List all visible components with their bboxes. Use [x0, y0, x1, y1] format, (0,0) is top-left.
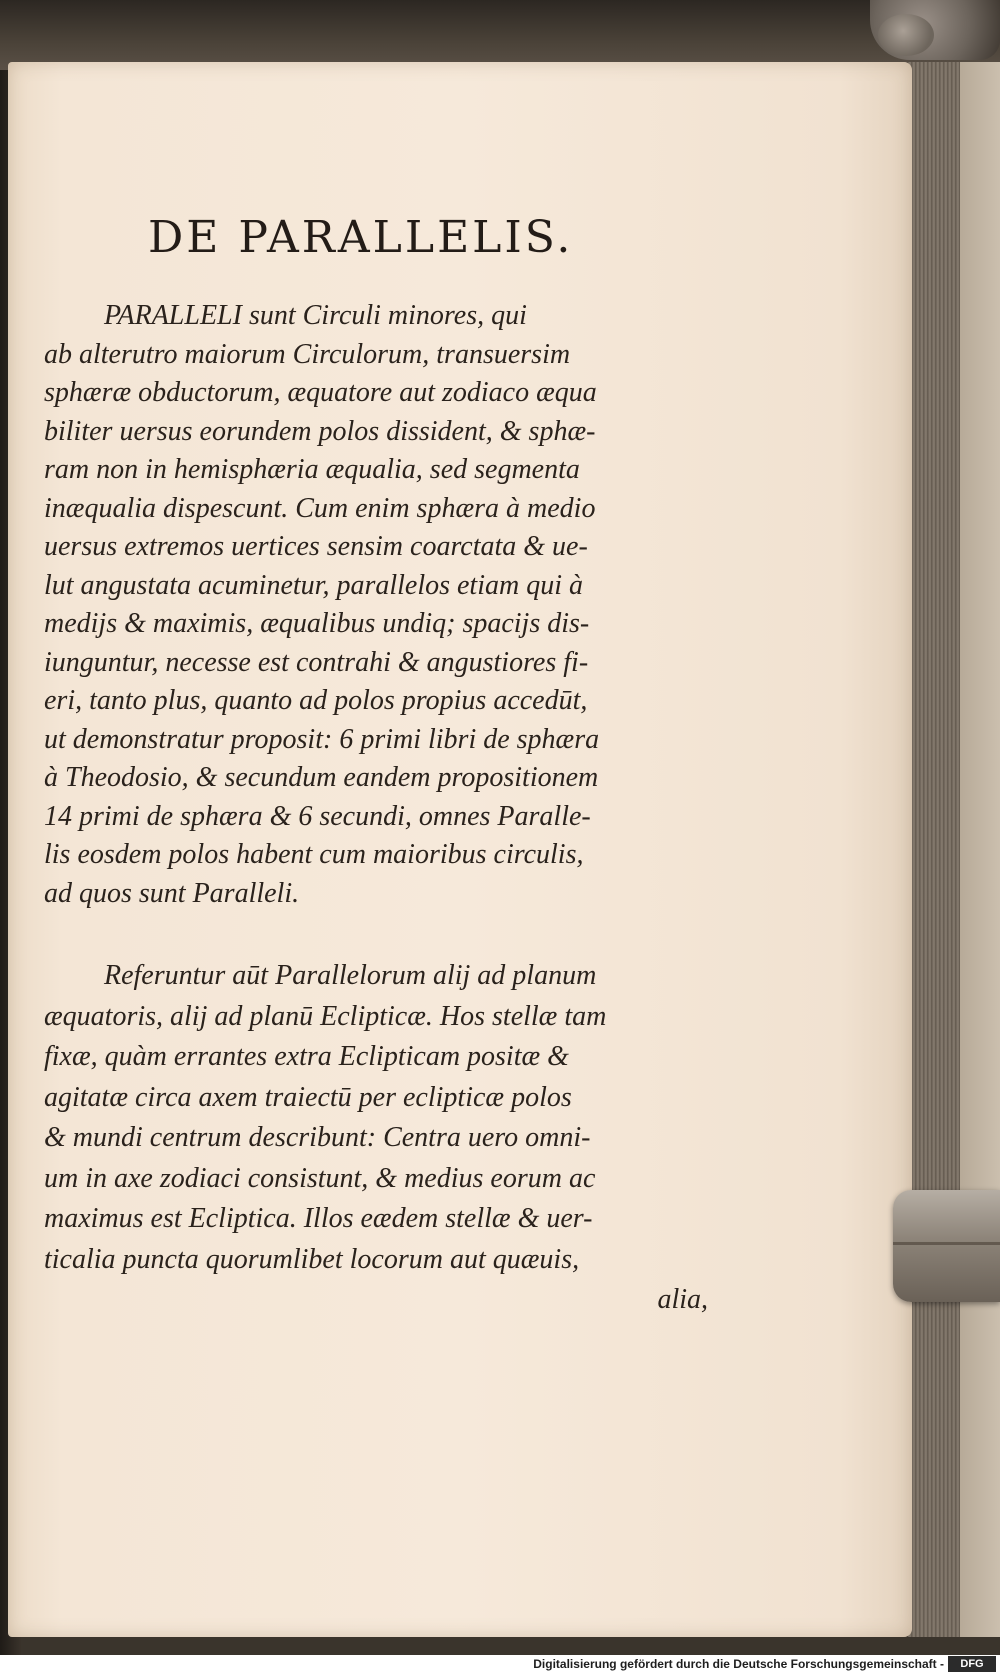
- text-line: æquatoris, alij ad planū Eclipticæ. Hos stellæ tam: [44, 1000, 607, 1032]
- text-line: sphæræ obductorum, æquatore aut zodiaco æqua: [44, 377, 597, 408]
- clasp-groove: [893, 1242, 1000, 1245]
- text-line: agitatæ circa axem traiectū per eclipticæ polos: [44, 1081, 572, 1113]
- clasp-top: [870, 0, 1000, 60]
- paragraph-2: [44, 956, 884, 1321]
- text-line: ticalia puncta quorumlibet locorum aut quæuis,: [44, 1243, 580, 1275]
- catchword: alia,: [657, 1284, 708, 1315]
- text-line: medijs & maximis, æqualibus undiq; spacijs dis-: [44, 608, 590, 639]
- text-line: ram non in hemisphæria æqualia, sed segmenta: [44, 454, 580, 485]
- paragraph-1: [44, 297, 884, 913]
- text-line: um in axe zodiaci consistunt, & medius eorum ac: [44, 1162, 596, 1194]
- text-line: maximus est Ecliptica. Illos eædem stellæ & uer-: [44, 1203, 593, 1234]
- book-binding-top: [0, 0, 1000, 70]
- book-page: [8, 62, 912, 1637]
- text-line: lut angustata acuminetur, parallelos etiam qui à: [44, 569, 583, 601]
- text-line: lis eosdem polos habent cum maioribus circulis,: [44, 839, 584, 870]
- text-line: PARALLELI sunt Circuli minores, qui: [104, 300, 527, 331]
- digitization-footer: [0, 1655, 1000, 1675]
- text-line: ut demonstratur proposit: 6 primi libri de sphæra: [44, 723, 600, 755]
- text-line: inæqualia dispescunt. Cum enim sphæra à medio: [44, 492, 596, 524]
- text-line: Referuntur aūt Parallelorum alij ad planum: [104, 960, 597, 991]
- text-line: ad quos sunt Paralleli.: [44, 877, 300, 909]
- text-line: biliter uersus eorundem polos dissident, & sphæ-: [44, 415, 596, 447]
- text-line: eri, tanto plus, quanto ad polos propius accedūt,: [44, 685, 588, 716]
- fore-edge: [960, 62, 1000, 1637]
- text-line: & mundi centrum describunt: Centra uero omni-: [44, 1122, 591, 1153]
- dfg-logo: DFG: [948, 1656, 996, 1672]
- clasp-knob: [878, 14, 934, 56]
- clasp-right: [893, 1190, 1000, 1302]
- body-text: [44, 297, 884, 1321]
- text-line: fixæ, quàm errantes extra Eclipticam positæ &: [44, 1041, 569, 1072]
- text-line: iunguntur, necesse est contrahi & angustiores fi-: [44, 646, 589, 678]
- text-line: à Theodosio, & secundum eandem propositionem: [44, 762, 599, 793]
- footer-credit: Digitalisierung gefördert durch die Deutsche Forschungsgemeinschaft -: [533, 1657, 944, 1671]
- text-line: ab alterutro maiorum Circulorum, transuersim: [44, 338, 571, 370]
- text-line: uersus extremos uertices sensim coarctata & ue-: [44, 531, 588, 562]
- text-line: 14 primi de sphæra & 6 secundi, omnes Paralle-: [44, 800, 591, 832]
- page-heading: DE PARALLELIS.: [148, 212, 574, 263]
